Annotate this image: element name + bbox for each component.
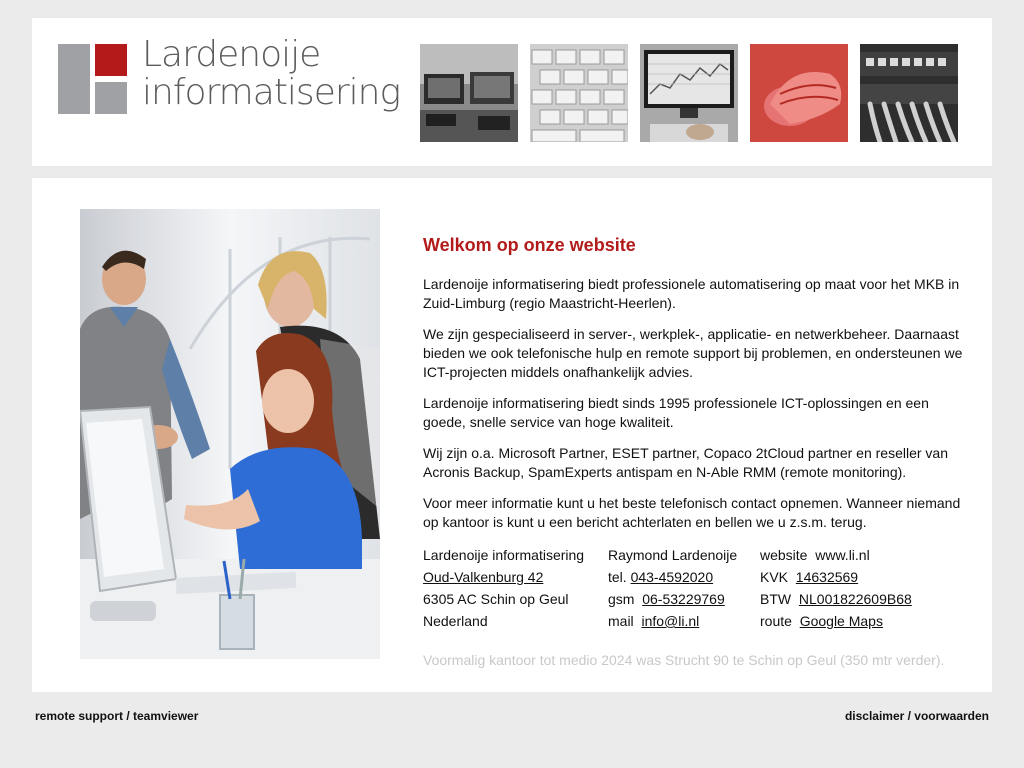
btw-link[interactable]: NL001822609B68: [798, 591, 912, 607]
kvk-link[interactable]: 14632569: [795, 569, 859, 585]
mail-link[interactable]: info@li.nl: [641, 613, 700, 629]
gsm-link[interactable]: 06-53229769: [642, 591, 725, 607]
footer-remote-support: [35, 709, 198, 723]
server-room-image: [420, 44, 518, 142]
intro-paragraph: Lardenoije informatisering biedt professionele automatisering op maat voor het MKB in Zuid-Limburg (regio Maastricht-Heerlen).: [423, 276, 960, 311]
remote-support-link[interactable]: remote support / teamviewer: [35, 709, 199, 723]
monitor-image: [640, 44, 738, 142]
keyboard-image: [530, 44, 628, 142]
postal-city: 6305 AC Schin op Geul: [423, 591, 569, 607]
btw-label: BTW: [760, 591, 792, 607]
route-label: route: [760, 613, 792, 629]
tel-label: tel.: [608, 569, 627, 585]
footer-disclaimer: [845, 709, 989, 723]
contact-block: [423, 544, 973, 632]
logo-text-line1: Lardenoije: [142, 34, 321, 75]
former-office-note: Voormalig kantoor tot medio 2024 was Strucht 90 te Schin op Geul (350 mtr verder).: [423, 652, 945, 668]
history-paragraph: Lardenoije informatisering biedt sinds 1995 professionele ICT-oplossingen en een goede, snelle service van hoge kwaliteit.: [423, 395, 929, 430]
gsm-label: gsm: [608, 591, 635, 607]
site-header: [32, 18, 992, 166]
office-team-photo: [80, 209, 380, 659]
page-title: Welkom op onze website: [423, 235, 636, 255]
disclaimer-link[interactable]: disclaimer / voorwaarden: [844, 709, 989, 723]
country: Nederland: [423, 613, 488, 629]
company-name: Lardenoije informatisering: [423, 547, 585, 563]
google-maps-link[interactable]: Google Maps: [799, 613, 883, 629]
services-paragraph: We zijn gespecialiseerd in server-, werkplek-, applicatie- en netwerkbeheer. Daarnaast bieden we ook telefonische hulp en remote support bij problemen, en ondersteunen we ICT-projecten middels onafhankelijk advies.: [423, 326, 963, 380]
logo-square-grey: [95, 82, 127, 114]
logo-square-red: [95, 44, 127, 76]
website-value: www.li.nl: [815, 547, 870, 563]
registration-column: [760, 544, 960, 632]
contact-person: Raymond Lardenoije: [608, 547, 738, 563]
kvk-label: KVK: [760, 569, 789, 585]
network-switch-image: [860, 44, 958, 142]
address-column: [423, 544, 608, 632]
welcome-content: [423, 234, 973, 632]
website-label: website: [760, 547, 808, 563]
company-logo[interactable]: [58, 34, 401, 124]
mail-label: mail: [608, 613, 634, 629]
main-content-panel: [32, 178, 992, 692]
logo-text-line2: informatisering: [142, 72, 401, 113]
partners-paragraph: Wij zijn o.a. Microsoft Partner, ESET partner, Copaco 2tCloud partner en reseller van Acronis Backup, SpamExperts antispam en N-Able RMM (remote monitoring).: [423, 445, 948, 480]
tel-link[interactable]: 043-4592020: [630, 569, 714, 585]
logo-square-grey-tall: [58, 44, 90, 114]
phone-column: [608, 544, 760, 632]
street-address-link[interactable]: Oud-Valkenburg 42: [423, 569, 544, 585]
contact-info-paragraph: Voor meer informatie kunt u het beste telefonisch contact opnemen. Wanneer niemand op kantoor is kunt u een bericht achterlaten en bellen we u z.s.m. terug.: [423, 495, 961, 530]
hand-mouse-image: [750, 44, 848, 142]
